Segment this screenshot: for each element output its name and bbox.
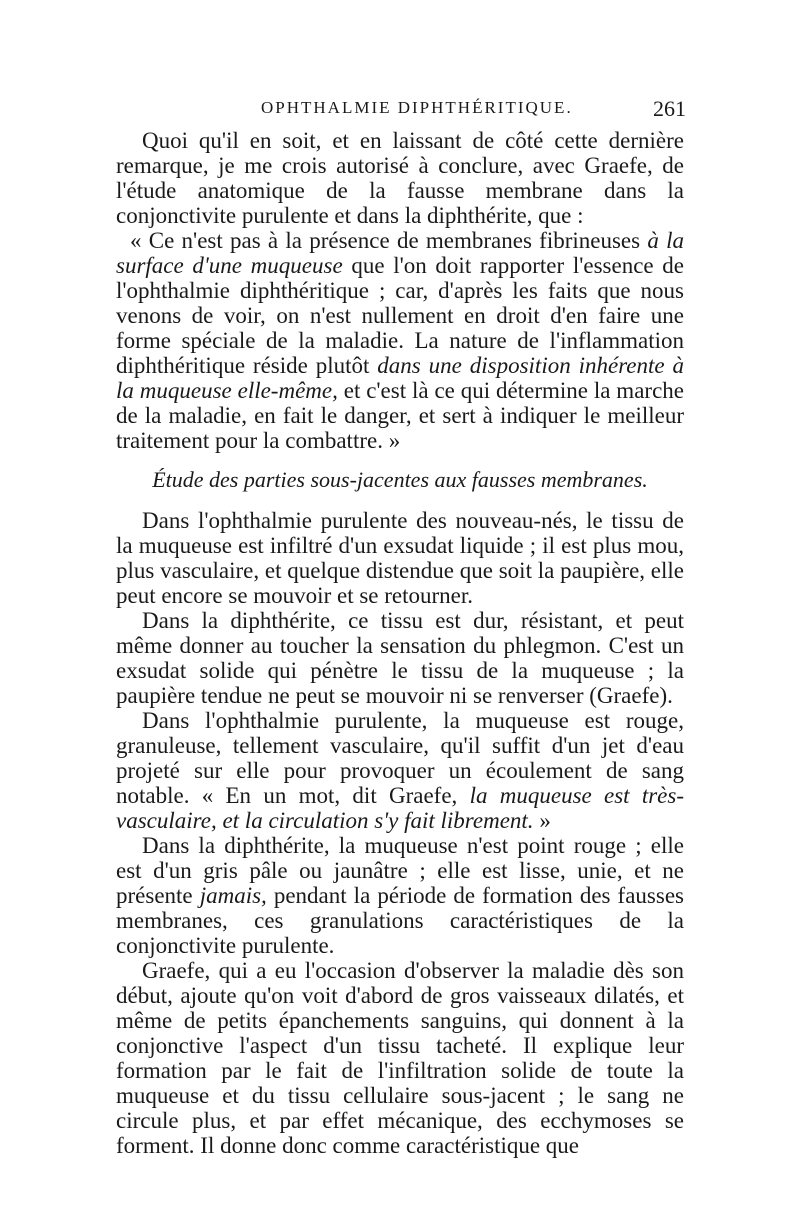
- paragraph-3: Dans l'ophthalmie purulente des nouveau-nés, le tissu de la muqueuse est infiltré d'un exsudat liquide ; il est plus mou, plus vasculaire, et quelque distendue que soit la paupière, elle peut encore se mouvoir et se retourner.: [116, 508, 684, 608]
- running-head: [116, 96, 686, 122]
- page-number: 261: [653, 96, 686, 121]
- p5-text-c: »: [533, 808, 551, 833]
- paragraph-5: [116, 708, 684, 833]
- p2-text-c: que l'on doit rapporter l'essence de l'ophthalmie diphthéritique ; car, d'après les faits que nous venons de voir, on n'est nullement en droit d'en faire une forme spéciale de la maladie. La nature de l'inflammation diphthéritique réside plutôt: [116, 253, 684, 378]
- p5-emphasis: la muqueuse est très-vasculaire, et la circulation s'y fait librement.: [116, 783, 684, 833]
- p2-emphasis-a: à la surface d'une muqueuse: [116, 228, 685, 278]
- p5-text-a: Dans l'ophthalmie purulente, la muqueuse est rouge, granuleuse, tellement vasculaire, qu'il suffit d'un jet d'eau projeté sur elle pour provoquer un écoulement de sang notable. « En un mot, dit Graefe,: [116, 708, 684, 808]
- p6-text-a: Dans la diphthérite, la muqueuse n'est point rouge ; elle est d'un gris pâle ou jaunâtre ; elle est lisse, unie, et ne présente: [116, 833, 684, 908]
- running-title: OPHTHALMIE DIPHTHÉRITIQUE.: [261, 98, 573, 117]
- paragraph-1: Quoi qu'il en soit, et en laissant de côté cette dernière remarque, je me crois autorisé à conclure, avec Graefe, de l'étude anatomique de la fausse membrane dans la conjonctivite purulente et dans la diphthérite, que :: [116, 128, 684, 228]
- body-text: [116, 128, 684, 1158]
- paragraph-2-quotation: [116, 228, 684, 453]
- paragraph-4: Dans la diphthérite, ce tissu est dur, résistant, et peut même donner au toucher la sensation du phlegmon. C'est un exsudat solide qui pénètre le tissu de la muqueuse ; la paupière tendue ne peut se mouvoir ni se renverser (Graefe).: [116, 608, 684, 708]
- paragraph-6: [116, 833, 684, 958]
- section-heading: Étude des parties sous-jacentes aux fausses membranes.: [152, 467, 648, 492]
- p6-text-c: pendant la période de formation des fausses membranes, ces granulations caractéristiques de la conjonctivite purulente.: [116, 883, 684, 958]
- p6-emphasis: jamais,: [199, 883, 267, 908]
- p2-text-e: et c'est là ce qui détermine la marche de la maladie, en fait le danger, et sert à indiquer le meilleur traitement pour la combattre. »: [116, 378, 684, 453]
- p2-emphasis-b: dans une disposition inhérente à la muqueuse elle-même,: [116, 353, 684, 403]
- paragraph-7: Graefe, qui a eu l'occasion d'observer la maladie dès son début, ajoute qu'on voit d'abord de gros vaisseaux dilatés, et même de petits épanchements sanguins, qui donnent à la conjonctive l'aspect d'un tissu tacheté. Il explique leur formation par le fait de l'infiltration solide de toute la muqueuse et du tissu cellulaire sous-jacent ; le sang ne circule plus, et par effet mécanique, des ecchymoses se forment. Il donne donc comme caractéristique que: [116, 958, 684, 1158]
- p2-text-a: « Ce n'est pas à la présence de membranes fibrineuses: [130, 228, 648, 253]
